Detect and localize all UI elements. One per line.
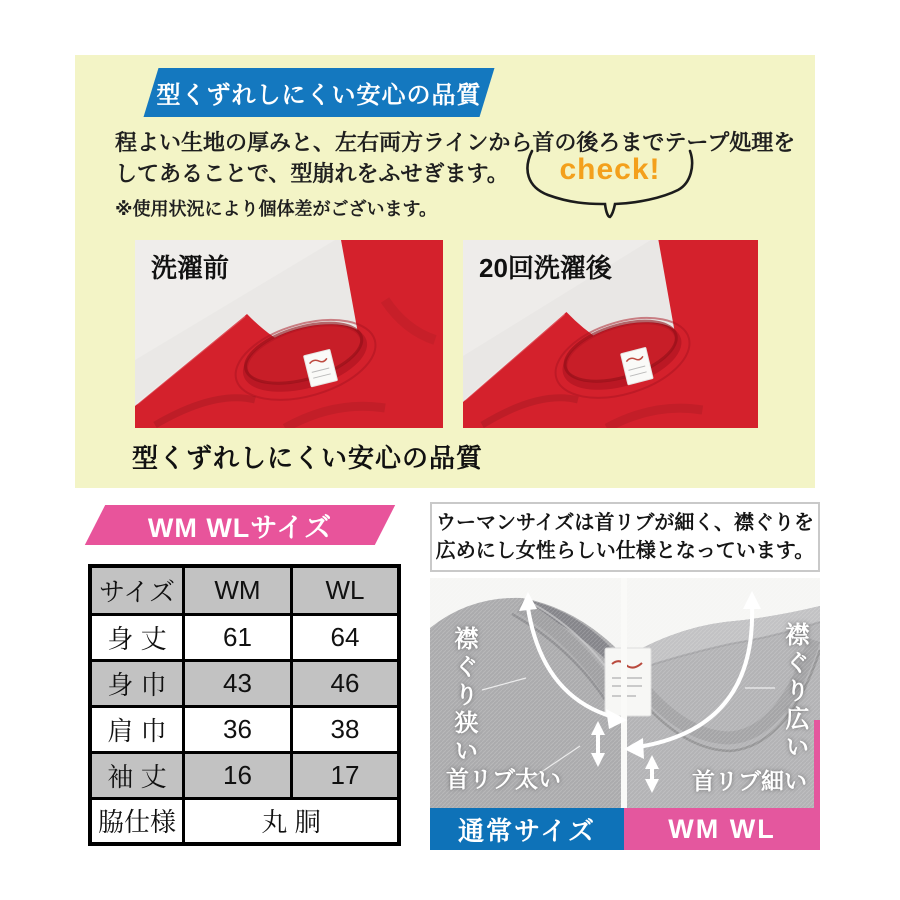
rib-thin-label: 首リブ細い — [692, 768, 807, 794]
size-table — [88, 564, 401, 846]
row-wl-value: 17 — [292, 752, 400, 798]
wm-wl-banner: WM WL — [624, 808, 820, 850]
neckline-narrow-label: 襟ぐり狭い — [450, 626, 477, 766]
row-wm-value: 16 — [184, 752, 292, 798]
row-label: 身 丈 — [90, 614, 184, 660]
quality-note: ※使用状況により個体差がございます。 — [115, 199, 438, 219]
check-callout — [520, 145, 700, 223]
table-header-row — [90, 566, 399, 614]
check-label: check! — [559, 153, 661, 186]
table-row — [90, 660, 399, 706]
footer-label: 脇仕様 — [90, 798, 184, 844]
photo-after-wash — [463, 240, 758, 428]
footer-value: 丸 胴 — [184, 798, 400, 844]
row-label: 袖 丈 — [90, 752, 184, 798]
compare-banner-row — [430, 808, 820, 850]
rib-thick-label: 首リブ太い — [446, 766, 561, 792]
row-wl-value: 64 — [292, 614, 400, 660]
woman-desc-line1: ウーマンサイズは首リブが細く、襟ぐりを — [436, 512, 814, 534]
collar-compare-photo — [430, 578, 820, 850]
quality-title: 型くずれしにくい安心の品質 — [156, 82, 482, 109]
header-wm: WM — [184, 566, 292, 614]
row-label: 肩 巾 — [90, 706, 184, 752]
after-wash-label: 20回洗濯後 — [479, 253, 612, 283]
quality-description-line1: 程よい生地の厚みと、左右両方ラインから首の後ろまでテープ処理を — [115, 130, 796, 155]
quality-caption: 型くずれしにくい安心の品質 — [132, 443, 484, 473]
shirt-tag — [605, 648, 651, 716]
before-wash-label: 洗濯前 — [151, 253, 230, 283]
table-row — [90, 706, 399, 752]
normal-size-banner: 通常サイズ — [430, 808, 624, 850]
row-wm-value: 43 — [184, 660, 292, 706]
woman-desc-line2: 広めにし女性らしい仕様となっています。 — [435, 540, 815, 562]
row-wm-value: 61 — [184, 614, 292, 660]
row-label: 身 巾 — [90, 660, 184, 706]
quality-description-line2: してあることで、型崩れをふせぎます。 — [115, 161, 509, 186]
woman-size-description — [430, 502, 820, 572]
header-size: サイズ — [90, 566, 184, 614]
row-wl-value: 38 — [292, 706, 400, 752]
quality-panel — [75, 55, 815, 488]
table-row — [90, 614, 399, 660]
pink-edge-accent — [814, 720, 820, 808]
table-row — [90, 752, 399, 798]
size-banner-title: WM WLサイズ — [147, 512, 333, 543]
table-footer-row — [90, 798, 399, 844]
row-wl-value: 46 — [292, 660, 400, 706]
neckline-wide-label: 襟ぐり広い — [781, 622, 808, 762]
photo-before-wash — [135, 240, 443, 428]
row-wm-value: 36 — [184, 706, 292, 752]
header-wl: WL — [292, 566, 400, 614]
